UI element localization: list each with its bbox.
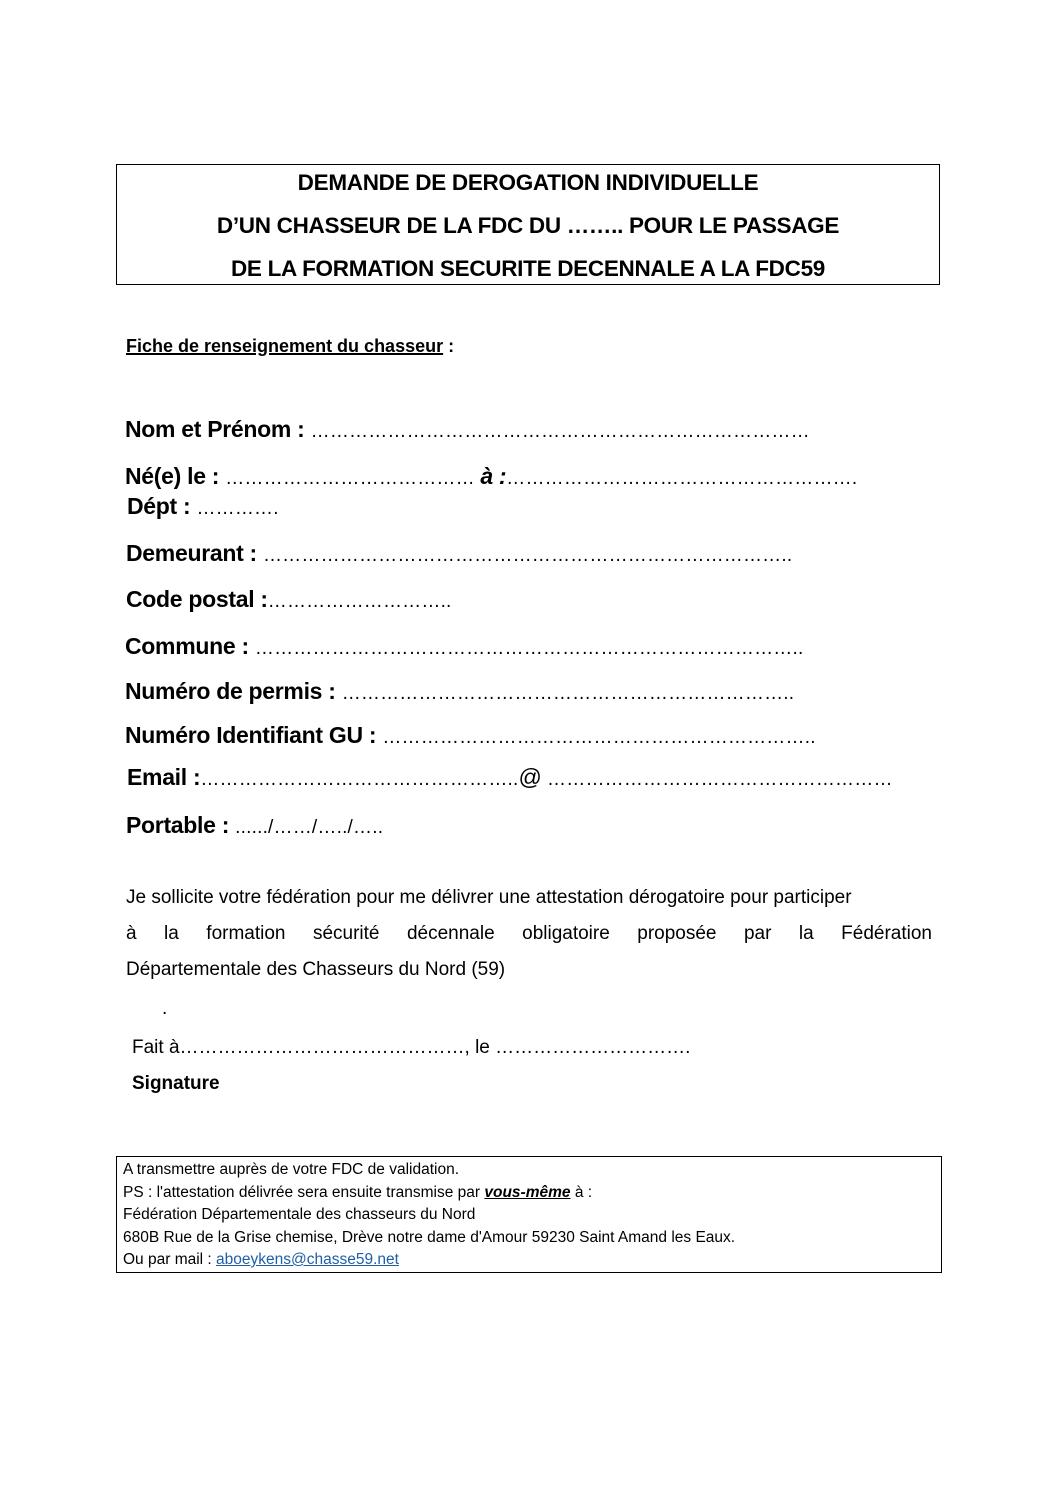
fill-in-dots[interactable]: …………………………………………………………….. (341, 683, 795, 704)
fill-in-dots-user[interactable]: ………………………………………….. (200, 769, 519, 790)
field-label-lieu: à : (480, 463, 507, 489)
request-paragraph (126, 880, 932, 988)
paragraph-line-3: Départementale des Chasseurs du Nord (59) (126, 959, 506, 980)
note-line-3: Fédération Départementale des chasseurs du Nord (123, 1206, 476, 1223)
fait-a-le-line[interactable]: Fait à………………………………………, le …………………………. (132, 1037, 691, 1058)
field-label: Demeurant : (126, 540, 263, 566)
title-line-1: DEMANDE DE DEROGATION INDIVIDUELLE (297, 170, 759, 195)
field-dept[interactable] (127, 493, 279, 520)
field-date-lieu-naissance[interactable] (125, 463, 857, 490)
transmission-note-box (116, 1156, 942, 1273)
signature-label: Signature (132, 1073, 220, 1094)
fill-in-dots[interactable]: ....../……/…../….. (235, 817, 384, 838)
note-line-1: A transmettre auprès de votre FDC de validation. (123, 1161, 459, 1178)
field-email[interactable] (127, 764, 893, 791)
stray-dot: . (162, 998, 168, 1019)
section-heading-label: Fiche de renseignement du chasseur (126, 336, 444, 356)
at-sign: @ (518, 764, 542, 790)
field-identifiant-gu[interactable] (125, 722, 816, 749)
field-demeurant[interactable] (126, 540, 792, 567)
fill-in-dots-domain[interactable]: ……………………………………………… (541, 769, 893, 790)
fill-in-dots[interactable]: ………………………………………………………….. (382, 727, 816, 748)
note-line-5 (123, 1249, 941, 1272)
paragraph-line-1: Je sollicite votre fédération pour me délivrer une attestation dérogatoire pour participer (126, 887, 852, 908)
field-label: Né(e) le : (125, 463, 226, 489)
field-label: Dépt : (127, 493, 197, 519)
section-heading (126, 336, 454, 357)
paragraph-line-2: à la formation sécurité décennale obligatoire proposée par la Fédération (126, 923, 932, 944)
section-heading-colon: : (443, 336, 455, 356)
field-label: Numéro Identifiant GU : (125, 722, 383, 748)
fill-in-dots[interactable]: ……………………………………………………………………….. (262, 545, 793, 566)
vous-meme-emphasis: vous-même (484, 1183, 571, 1201)
fill-in-dots[interactable]: ………………………………………………………………………….. (254, 638, 804, 659)
field-label: Numéro de permis : (125, 678, 342, 704)
field-portable[interactable] (126, 812, 383, 839)
fill-in-dots-lieu[interactable]: ………………………………………………. (506, 468, 858, 489)
field-nom-prenom[interactable] (125, 416, 810, 443)
field-numero-permis[interactable] (125, 678, 794, 705)
fill-in-dots[interactable]: ……………………….. (267, 591, 452, 612)
field-code-postal[interactable] (126, 586, 452, 613)
field-label: Commune : (125, 633, 255, 659)
field-label: Email : (127, 764, 201, 790)
note-line-5-prefix: Ou par mail : (123, 1251, 217, 1268)
title-box (116, 164, 940, 285)
field-label: Nom et Prénom : (125, 416, 311, 442)
title-line-3: DE LA FORMATION SECURITE DECENNALE A LA FDC59 (230, 256, 825, 281)
note-line-2-prefix: PS : l'attestation délivrée sera ensuite transmise par (123, 1183, 485, 1201)
fill-in-dots[interactable]: …………. (196, 498, 279, 519)
email-link[interactable]: aboeykens@chasse59.net (216, 1251, 399, 1268)
note-line-2-suffix: à : (570, 1183, 593, 1201)
fill-in-dots-date[interactable]: ………………………………… (225, 468, 481, 489)
field-label: Code postal : (126, 586, 268, 612)
title-line-2: D’UN CHASSEUR DE LA FDC DU …….. POUR LE PASSAGE (216, 213, 840, 238)
note-line-4-address: 680B Rue de la Grise chemise, Drève notre dame d'Amour 59230 Saint Amand les Eaux. (123, 1228, 736, 1246)
fill-in-dots[interactable]: …………………………………………………………………… (310, 421, 810, 442)
field-commune[interactable] (125, 633, 803, 660)
note-line-2 (123, 1182, 941, 1205)
field-label: Portable : (126, 812, 236, 838)
